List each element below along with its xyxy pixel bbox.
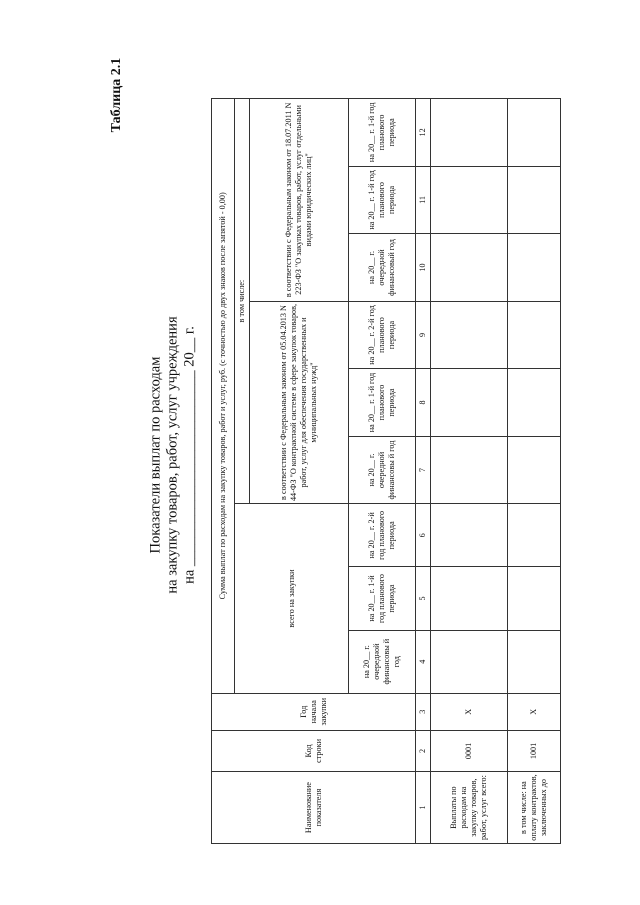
cell[interactable] [431, 504, 508, 567]
header-y2c: на 20__ г. 1-й год планового периода [349, 99, 416, 167]
col-number: 3 [416, 693, 431, 730]
header-code: Код строки [212, 730, 416, 771]
cell[interactable] [508, 234, 561, 302]
cell[interactable] [431, 166, 508, 234]
header-law-223: в соответствии с Федеральным законом от 18.07.2011 N 223-ФЗ "О закупках товаров, работ, услуг отдельными видами юридических лиц" [250, 99, 349, 302]
col-number: 4 [416, 630, 431, 693]
header-total: всего на закупки [235, 504, 349, 693]
cell[interactable] [431, 234, 508, 302]
row-code: 0001 [431, 730, 508, 771]
title-line-3: на ___________________________ 20__ г. [181, 326, 198, 584]
header-y0b: на 20__ г. очередной финансовы й год [349, 436, 416, 504]
row-year: X [508, 693, 561, 730]
row-code: 1001 [508, 730, 561, 771]
col-number: 11 [416, 166, 431, 234]
header-y1b: на 20__ г. 1-й год планового периода [349, 369, 416, 437]
col-number: 5 [416, 567, 431, 630]
header-y2b: на 20__ г. 2-й год планового периода [349, 301, 416, 369]
header-y0c: на 20__ г. очередной финансовый год [349, 234, 416, 302]
col-number: 9 [416, 301, 431, 369]
cell[interactable] [508, 504, 561, 567]
table-row [508, 99, 561, 844]
cell[interactable] [508, 301, 561, 369]
title-line-1: Показатели выплат по расходам [147, 356, 164, 554]
cell[interactable] [508, 630, 561, 693]
header-y1: на 20__ г. 1-й год планового периода [349, 567, 416, 630]
col-number: 8 [416, 369, 431, 437]
row-name: в том числе: на оплату контрактов, заключенных до [508, 772, 561, 844]
header-sum-caption: Сумма выплат по расходам на закупку товаров, работ и услуг, руб. (с точностью до двух знаков после запятой - 0,00) [212, 99, 235, 694]
cell[interactable] [508, 99, 561, 167]
header-y2: на 20__ г. 2-й год планового периода [349, 504, 416, 567]
header-y0: на 20__ г. очередной финансовы й год [349, 630, 416, 693]
header-name: Наименование показателя [212, 772, 416, 844]
cell[interactable] [508, 567, 561, 630]
col-number: 12 [416, 99, 431, 167]
header-incl: в том числе: [235, 99, 250, 504]
col-number: 7 [416, 436, 431, 504]
col-number: 1 [416, 772, 431, 844]
cell[interactable] [508, 369, 561, 437]
cell[interactable] [431, 567, 508, 630]
document-page: Таблица 2.1 Показатели выплат по расходам на закупку товаров, работ, услуг учреждения на ___________________________ 20__ г. Наименование показателя Код строки Год начала закупки Сумма выплат по расходам на закупку товаров, работ и услуг, руб. (с точностью до двух знаков после запятой - 0,00) всего на закупки в том числе: в соответствии с Федеральным законом от 05.04.2013 N 44-ФЗ "О контрактной системе в сфере закупок товаров, работ, услуг для обеспечения государственных и муниципальных нужд" в соответствии с Федеральным законом от 18.07.2011 N 223-ФЗ "О закупках товаров, работ, услуг отдельными видами юридических лиц" на 20__ г. очередной финансовы й год на 20__ г. 1-й год планового периода на 20__ г. 2-й год планового периода на 20__ г. очередной финансовы й год на 20__ г. 1-й год планового периода на 20__ г. 2-й год планового периода на 20__ г. очередной финансовый год на 20__ г. 1-й год планового периода на 20__ г. 1-й год планового периода 1 2 3 4 5 6 7 8 9 10 11 12 Выплаты по расходам на закупку товаров, работ, услуг всего: 0001 X в том числе: на оплату контрактов, заключенных до 1001 X [0, 0, 640, 905]
row-name: Выплаты по расходам на закупку товаров, работ, услуг всего: [431, 772, 508, 844]
cell[interactable] [508, 436, 561, 504]
row-year: X [431, 693, 508, 730]
cell[interactable] [431, 99, 508, 167]
col-number: 6 [416, 504, 431, 567]
cell[interactable] [431, 630, 508, 693]
cell[interactable] [508, 166, 561, 234]
title-line-2: на закупку товаров, работ, услуг учреждения [164, 316, 181, 594]
col-number: 10 [416, 234, 431, 302]
header-y1c: на 20__ г. 1-й год планового периода [349, 166, 416, 234]
col-number: 2 [416, 730, 431, 771]
cell[interactable] [431, 436, 508, 504]
header-law-44: в соответствии с Федеральным законом от 05.04.2013 N 44-ФЗ "О контрактной системе в сфере закупок товаров, работ, услуг для обеспечения государственных и муниципальных нужд" [250, 301, 349, 504]
cell[interactable] [431, 301, 508, 369]
payments-table [211, 98, 561, 844]
column-numbers-row [416, 99, 431, 844]
cell[interactable] [431, 369, 508, 437]
table-row [431, 99, 508, 844]
header-year: Год начала закупки [212, 693, 416, 730]
